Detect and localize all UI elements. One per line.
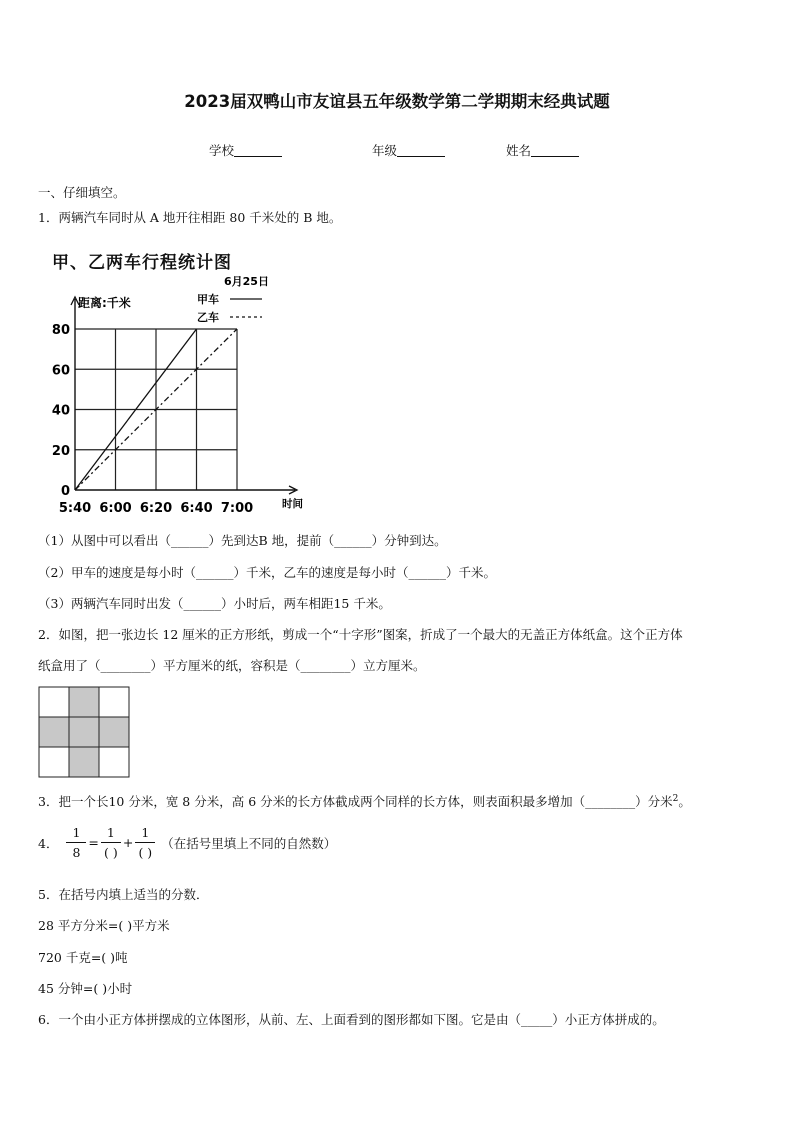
fraction-3-denominator-blank[interactable]: ( ) (138, 845, 153, 860)
fraction-1-numerator: 1 (66, 825, 86, 843)
question-1-part-2: （2）甲车的速度是每小时（______）千米，乙车的速度是每小时（______）千米。 (38, 565, 496, 580)
cross-shaded-cell (39, 717, 69, 747)
question-1-part-1: （1）从图中可以看出（______）先到达B 地，提前（______）分钟到达。 (38, 533, 447, 548)
chart-axes (71, 297, 297, 494)
x-tick-label: 6:20 (139, 501, 173, 516)
cross-corner-cell (99, 747, 129, 777)
cross-corner-cell (39, 687, 69, 717)
fraction-2 (101, 825, 121, 860)
question-5: 5．在括号内填上适当的分数． (38, 887, 209, 902)
school-field (209, 141, 282, 159)
cross-corner-cell (99, 687, 129, 717)
equals-sign: = (88, 835, 99, 850)
question-3-end: 。 (678, 794, 691, 809)
chart-title: 甲、乙两车行程统计图 (52, 253, 232, 273)
y-tick-label: 0 (60, 484, 70, 499)
fraction-3 (135, 825, 155, 860)
question-1: 1．两辆汽车同时从 A 地开往相距 80 千米处的 B 地。 (38, 210, 342, 225)
grade-blank[interactable] (397, 144, 445, 157)
question-5-line-2: 720 千克=( )吨 (38, 950, 128, 965)
question-2-line-2: 纸盒用了（________）平方厘米的纸，容积是（________）立方厘米。 (38, 658, 426, 673)
x-axis-label: 时间 (282, 498, 303, 510)
grade-field (372, 141, 445, 159)
y-tick-label: 40 (51, 403, 70, 419)
chart-ticks (52, 295, 304, 516)
x-tick-label: 6:40 (180, 501, 213, 516)
cross-corner-cell (39, 747, 69, 777)
y-tick-label: 80 (51, 323, 70, 338)
x-tick-label: 5:40 (58, 501, 92, 516)
fraction-2-numerator: 1 (101, 825, 121, 843)
cross-shaded-cell (69, 747, 99, 777)
chart-legend (197, 292, 262, 324)
question-3-superscript: 2 (672, 793, 679, 804)
legend-label: 乙车 (197, 311, 219, 324)
question-3 (38, 792, 691, 810)
x-tick-label: 6:00 (99, 501, 132, 516)
school-label: 学校 (209, 143, 235, 158)
question-2-line-1: 2．如图，把一张边长 12 厘米的正方形纸，剪成一个“十字形”图案，折成了一个最大的无盖正方体纸盒。这个正方体 (38, 627, 683, 642)
school-blank[interactable] (234, 144, 282, 157)
chart-subtitle: 6月25日 (224, 275, 269, 288)
question-3-text: 3．把一个长10 分米，宽 8 分米，高 6 分米的长方体截成两个同样的长方体，则表面积最多增加（________）分米 (38, 794, 673, 809)
name-label: 姓名 (506, 143, 532, 158)
travel-chart (40, 268, 310, 516)
y-axis-label: 距离:千米 (78, 296, 131, 310)
section-heading: 一、仔细填空。 (38, 185, 126, 200)
fraction-1-denominator: 8 (72, 845, 81, 860)
x-tick-label: 7:00 (220, 501, 254, 516)
question-4-prefix: 4． (38, 835, 59, 851)
question-4-note: （在括号里填上不同的自然数） (161, 835, 337, 851)
cross-shaded-cell (69, 717, 99, 747)
page-title: 2023届双鸭山市友谊县五年级数学第二学期期末经典试题 (184, 92, 610, 111)
question-1-part-3: （3）两辆汽车同时出发（______）小时后，两车相距15 千米。 (38, 596, 391, 611)
fraction-3-numerator: 1 (135, 825, 155, 843)
fraction-2-denominator-blank[interactable]: ( ) (104, 845, 118, 860)
question-5-line-1: 28 平方分米=( )平方米 (38, 918, 170, 933)
grade-label: 年级 (372, 143, 398, 158)
y-tick-label: 60 (51, 363, 70, 379)
cross-shaded-cell (99, 717, 129, 747)
plus-sign: + (122, 835, 134, 850)
question-4 (38, 825, 336, 860)
legend-label: 甲车 (197, 293, 219, 306)
cross-shaded-cell (69, 687, 99, 717)
fraction-one-eighth (66, 825, 86, 860)
cross-figure (38, 686, 130, 778)
question-5-line-3: 45 分钟=( )小时 (38, 981, 133, 996)
name-field (506, 141, 579, 159)
question-6: 6．一个由小正方体拼摆成的立体图形，从前、左、上面看到的图形都如下图。它是由（_____）小正方体拼成的。 (38, 1012, 665, 1027)
y-tick-label: 20 (51, 443, 70, 459)
name-blank[interactable] (531, 144, 579, 157)
